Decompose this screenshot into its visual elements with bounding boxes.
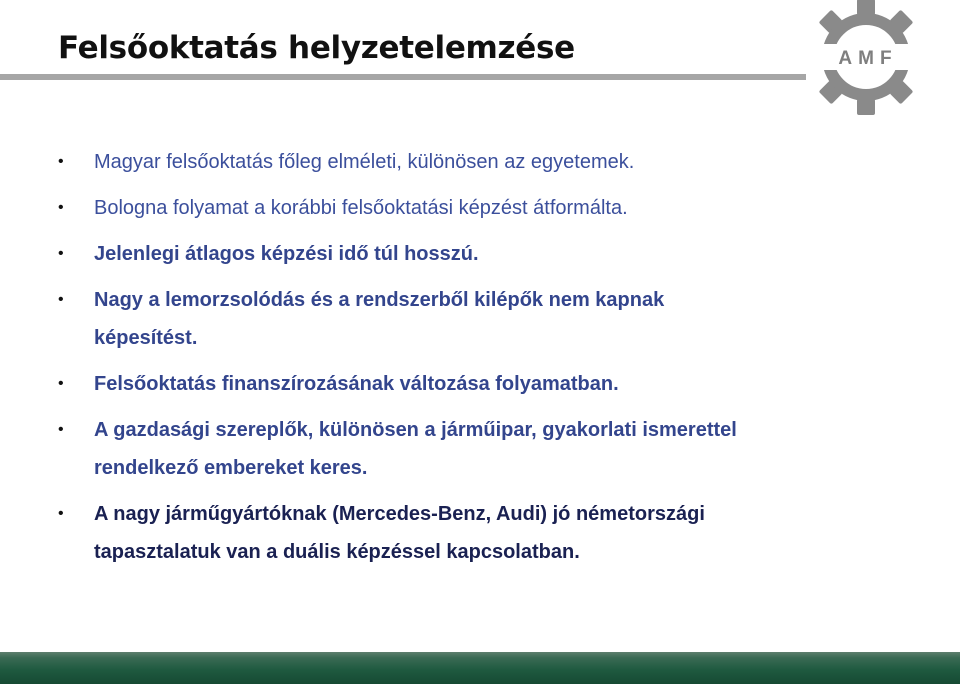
bullet-marker: • bbox=[58, 245, 64, 262]
bullet-text: A nagy járműgyártóknak (Mercedes-Benz, Audi) jó németországi bbox=[94, 503, 705, 525]
bullet-list bbox=[58, 143, 938, 579]
bullet-text-continuation: tapasztalatuk van a duális képzéssel kapcsolatban. bbox=[94, 541, 580, 563]
logo-text: AMF bbox=[838, 48, 898, 69]
bullet-marker: • bbox=[58, 153, 64, 170]
title-underline bbox=[0, 74, 806, 80]
bullet-item bbox=[58, 189, 938, 227]
bullet-text: Nagy a lemorzsolódás és a rendszerből kilépők nem kapnak bbox=[94, 289, 665, 311]
gear-logo-icon bbox=[808, 0, 930, 115]
bullet-text: Bologna folyamat a korábbi felsőoktatási képzést átformálta. bbox=[94, 197, 628, 219]
bullet-marker: • bbox=[58, 291, 64, 308]
footer-band bbox=[0, 652, 960, 684]
bullet-marker: • bbox=[58, 421, 64, 438]
bullet-text: Felsőoktatás finanszírozásának változása folyamatban. bbox=[94, 373, 619, 395]
bullet-item bbox=[58, 365, 938, 403]
bullet-item bbox=[58, 235, 938, 273]
bullet-text-continuation: képesítést. bbox=[94, 327, 198, 349]
bullet-item bbox=[58, 143, 938, 181]
bullet-text-continuation: rendelkező embereket keres. bbox=[94, 457, 368, 479]
bullet-item bbox=[58, 411, 938, 487]
bullet-text: A gazdasági szereplők, különösen a járműipar, gyakorlati ismerettel bbox=[94, 419, 737, 441]
bullet-text: Magyar felsőoktatás főleg elméleti, különösen az egyetemek. bbox=[94, 151, 635, 173]
bullet-marker: • bbox=[58, 505, 64, 522]
bullet-text: Jelenlegi átlagos képzési idő túl hosszú. bbox=[94, 243, 479, 265]
bullet-marker: • bbox=[58, 375, 64, 392]
bullet-item bbox=[58, 495, 938, 571]
bullet-item bbox=[58, 281, 938, 357]
slide-title: Felsőoktatás helyzetelemzése bbox=[58, 30, 575, 66]
bullet-marker: • bbox=[58, 199, 64, 216]
